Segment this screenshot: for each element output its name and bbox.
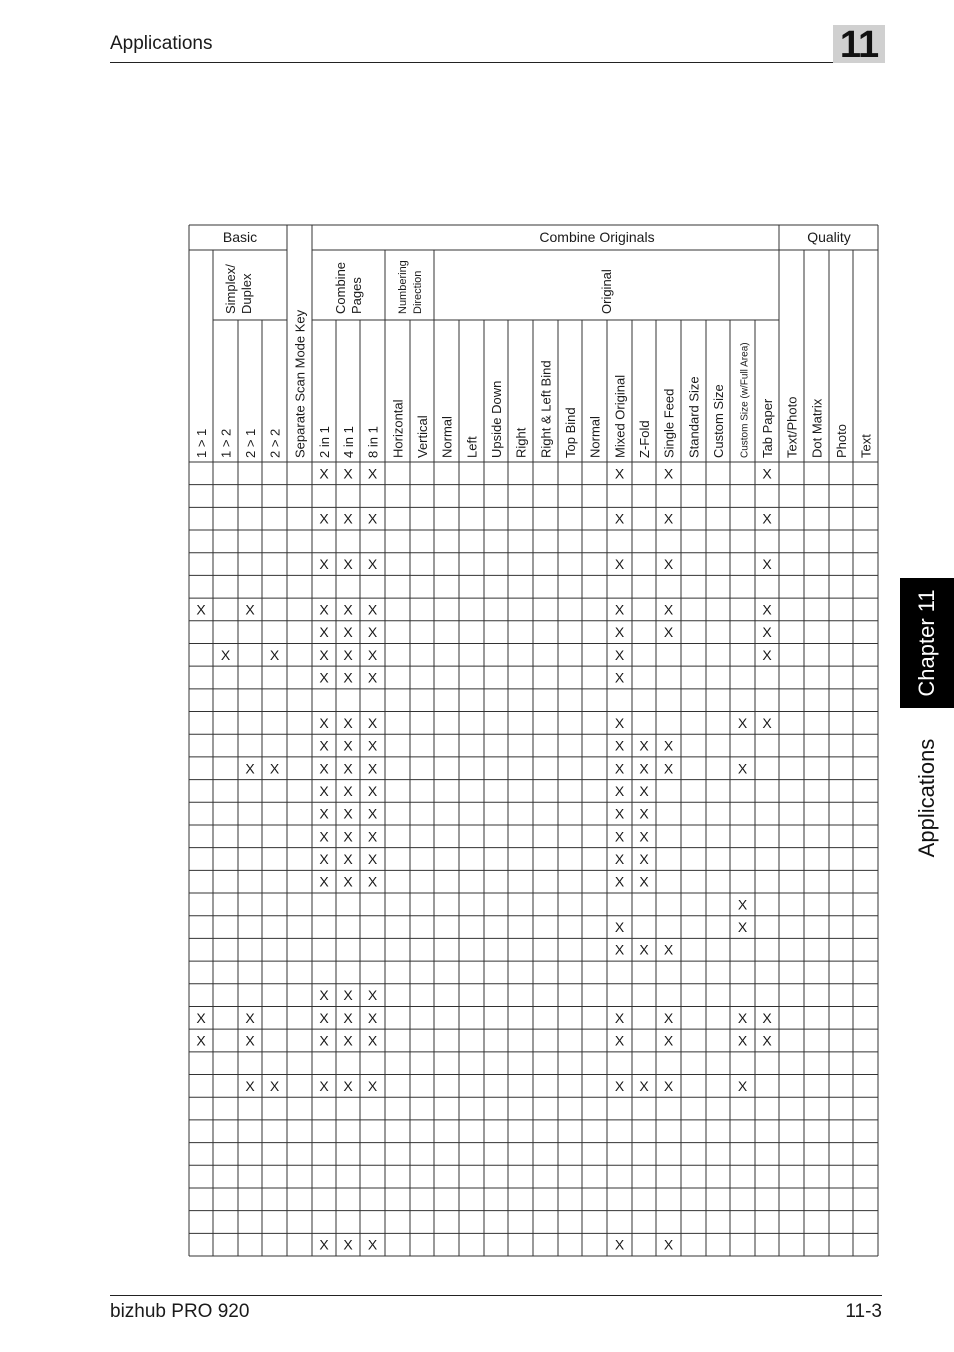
cell-mark-r24-c23: X xyxy=(762,1009,772,1026)
column-header-15: Top Bind xyxy=(563,407,578,458)
cell-mark-r21-c19: X xyxy=(663,941,674,958)
cell-mark-r2-c17: X xyxy=(614,510,625,527)
column-header-10: Normal xyxy=(439,416,455,458)
column-header-11: Left xyxy=(464,436,480,458)
cell-mark-r6-c17: X xyxy=(614,601,625,618)
column-header-23: Tab Paper xyxy=(760,398,775,458)
cell-mark-r23-c6: X xyxy=(343,987,353,1004)
cell-mark-r13-c3: X xyxy=(269,760,280,777)
cell-mark-r17-c7: X xyxy=(367,851,378,867)
cell-mark-r2-c19: X xyxy=(663,510,674,527)
group-quality-label: Quality xyxy=(807,229,851,245)
column-header-0: 1 > 1 xyxy=(194,428,209,458)
column-header-5: 2 in 1 xyxy=(317,426,332,458)
cell-mark-r15-c7: X xyxy=(367,805,378,822)
cell-mark-r13-c17: X xyxy=(614,760,625,777)
cell-mark-r25-c5: X xyxy=(319,1032,329,1049)
cell-mark-r4-c19: X xyxy=(663,556,674,573)
subgroup-combine-pages-label: Combine xyxy=(333,261,348,314)
cell-mark-r12-c17: X xyxy=(614,737,625,754)
subgroup-combine-pages-label-2: Pages xyxy=(349,277,364,314)
cell-mark-r4-c7: X xyxy=(367,556,378,573)
cell-mark-r13-c18: X xyxy=(639,760,649,777)
cell-mark-r16-c6: X xyxy=(343,828,353,845)
subgroup-simplex-duplex-label-2: Duplex xyxy=(239,273,254,314)
cell-mark-r11-c17: X xyxy=(614,714,625,731)
cell-mark-r0-c19: X xyxy=(663,465,674,482)
cell-mark-r14-c6: X xyxy=(343,782,353,799)
cell-mark-r9-c6: X xyxy=(343,669,353,686)
footer-rule xyxy=(110,1295,882,1296)
cell-mark-r11-c23: X xyxy=(762,714,772,731)
footer-product: bizhub PRO 920 xyxy=(110,1301,250,1322)
cell-mark-r24-c0: X xyxy=(196,1009,206,1026)
cell-mark-r34-c17: X xyxy=(614,1236,625,1253)
cell-mark-r20-c22: X xyxy=(737,919,748,936)
subgroup-numbering-direction-label: Numbering xyxy=(397,260,409,314)
cell-mark-r7-c19: X xyxy=(663,624,674,641)
cell-mark-r13-c22: X xyxy=(737,760,748,777)
cell-mark-r18-c17: X xyxy=(614,873,625,890)
cell-mark-r25-c23: X xyxy=(762,1032,772,1049)
cell-mark-r6-c5: X xyxy=(319,601,329,618)
cell-mark-r17-c6: X xyxy=(343,851,353,867)
cell-mark-r14-c17: X xyxy=(614,782,625,799)
cell-mark-r7-c7: X xyxy=(367,624,378,641)
cell-mark-r23-c7: X xyxy=(367,987,378,1004)
cell-mark-r27-c17: X xyxy=(614,1077,625,1094)
cell-mark-r8-c5: X xyxy=(319,646,329,663)
cell-mark-r9-c17: X xyxy=(614,669,625,686)
cell-mark-r20-c17: X xyxy=(614,919,625,936)
cell-mark-r17-c5: X xyxy=(319,851,329,867)
column-header-7: 8 in 1 xyxy=(365,426,381,458)
subgroup-original-label: Original xyxy=(599,269,614,314)
cell-mark-r25-c7: X xyxy=(367,1032,378,1049)
cell-mark-r0-c17: X xyxy=(614,465,625,482)
cell-mark-r34-c5: X xyxy=(319,1236,329,1253)
cell-mark-r24-c19: X xyxy=(663,1009,674,1026)
column-header-3: 2 > 2 xyxy=(267,428,283,458)
column-header-21: Custom Size xyxy=(711,384,726,458)
column-header-19: Single Feed xyxy=(661,388,677,458)
cell-mark-r18-c7: X xyxy=(367,873,378,890)
cell-mark-r11-c6: X xyxy=(343,714,353,731)
group-combine-originals-label: Combine Originals xyxy=(539,229,655,245)
cell-mark-r21-c18: X xyxy=(639,941,649,958)
cell-mark-r14-c5: X xyxy=(319,782,329,799)
cell-mark-r2-c23: X xyxy=(762,510,772,527)
cell-mark-r8-c6: X xyxy=(343,646,353,663)
cell-mark-r0-c7: X xyxy=(367,465,378,482)
column-header-13: Right xyxy=(513,427,529,458)
cell-mark-r24-c17: X xyxy=(614,1009,625,1026)
column-header-6: 4 in 1 xyxy=(341,426,356,458)
cell-mark-r27-c5: X xyxy=(319,1077,329,1094)
cell-mark-r11-c22: X xyxy=(737,714,748,731)
cell-mark-r8-c1: X xyxy=(220,646,231,663)
column-header-17: Mixed Original xyxy=(612,374,628,458)
cell-mark-r11-c5: X xyxy=(319,714,329,731)
cell-mark-r14-c18: X xyxy=(639,782,649,799)
cell-mark-r27-c7: X xyxy=(367,1077,378,1094)
cell-mark-r13-c6: X xyxy=(343,760,353,777)
cell-mark-r34-c6: X xyxy=(343,1236,353,1253)
cell-mark-r4-c23: X xyxy=(762,556,772,573)
cell-mark-r13-c19: X xyxy=(663,760,674,777)
cell-mark-r18-c6: X xyxy=(343,873,353,890)
cell-mark-r13-c2: X xyxy=(245,760,255,777)
cell-mark-r4-c5: X xyxy=(319,556,329,573)
column-header-8: Horizontal xyxy=(390,399,406,458)
cell-mark-r15-c6: X xyxy=(343,805,353,822)
column-header-12: Upside Down xyxy=(489,380,504,458)
cell-mark-r8-c3: X xyxy=(269,646,280,663)
column-header-20: Standard Size xyxy=(686,376,702,458)
section-side-tab-label: Applications xyxy=(914,738,939,858)
cell-mark-r8-c23: X xyxy=(762,646,772,663)
cell-mark-r0-c23: X xyxy=(762,465,772,482)
cell-mark-r6-c2: X xyxy=(245,601,255,618)
cell-mark-r16-c7: X xyxy=(367,828,378,845)
cell-mark-r14-c7: X xyxy=(367,782,378,799)
cell-mark-r0-c5: X xyxy=(319,465,329,482)
cell-mark-r16-c18: X xyxy=(639,828,649,845)
cell-mark-r13-c7: X xyxy=(367,760,378,777)
column-header-26: Photo xyxy=(834,424,849,458)
cell-mark-r8-c17: X xyxy=(614,646,625,663)
cell-mark-r27-c22: X xyxy=(737,1077,748,1094)
chapter-number-badge: 11 xyxy=(833,25,885,63)
cell-mark-r24-c6: X xyxy=(343,1009,353,1026)
column-header-24: Text/Photo xyxy=(784,396,800,458)
chapter-side-tab-label: Chapter 11 xyxy=(914,589,939,697)
cell-mark-r16-c5: X xyxy=(319,828,329,845)
cell-mark-r2-c5: X xyxy=(319,510,329,527)
column-header-22: Custom Size (w/Full Area) xyxy=(739,342,751,458)
cell-mark-r6-c6: X xyxy=(343,601,353,618)
cell-mark-r6-c0: X xyxy=(196,601,206,618)
column-header-2: 2 > 1 xyxy=(243,428,258,458)
cell-mark-r23-c5: X xyxy=(319,987,329,1004)
cell-mark-r6-c7: X xyxy=(367,601,378,618)
cell-mark-r34-c19: X xyxy=(663,1236,674,1253)
cell-mark-r25-c0: X xyxy=(196,1032,206,1049)
cell-mark-r12-c6: X xyxy=(343,737,353,754)
cell-mark-r4-c17: X xyxy=(614,556,625,573)
column-header-25: Dot Matrix xyxy=(809,398,825,458)
column-header-9: Vertical xyxy=(415,415,430,458)
cell-mark-r18-c5: X xyxy=(319,873,329,890)
cell-mark-r24-c2: X xyxy=(245,1009,255,1026)
column-header-18: Z-Fold xyxy=(637,420,652,458)
cell-mark-r18-c18: X xyxy=(639,873,649,890)
cell-mark-r2-c6: X xyxy=(343,510,353,527)
cell-mark-r6-c19: X xyxy=(663,601,674,618)
cell-mark-r12-c5: X xyxy=(319,737,329,754)
column-header-27: Text xyxy=(858,434,874,458)
cell-mark-r27-c3: X xyxy=(269,1077,280,1094)
cell-mark-r27-c6: X xyxy=(343,1077,353,1094)
cell-mark-r16-c17: X xyxy=(614,828,625,845)
cell-mark-r24-c5: X xyxy=(319,1009,329,1026)
cell-mark-r15-c18: X xyxy=(639,805,649,822)
cell-mark-r12-c19: X xyxy=(663,737,674,754)
cell-mark-r12-c7: X xyxy=(367,737,378,754)
subgroup-numbering-direction-label-2: Direction xyxy=(412,270,424,314)
cell-mark-r15-c5: X xyxy=(319,805,329,822)
column-header-14: Right & Left Bind xyxy=(538,360,554,458)
cell-mark-r17-c17: X xyxy=(614,851,625,867)
cell-mark-r0-c6: X xyxy=(343,465,353,482)
cell-mark-r17-c18: X xyxy=(639,851,649,867)
cell-mark-r2-c7: X xyxy=(367,510,378,527)
cell-mark-r25-c19: X xyxy=(663,1032,674,1049)
group-basic-label: Basic xyxy=(222,229,258,245)
cell-mark-r8-c7: X xyxy=(367,646,378,663)
header-title: Applications xyxy=(110,33,213,54)
cell-mark-r6-c23: X xyxy=(762,601,772,618)
cell-mark-r7-c23: X xyxy=(762,624,772,641)
cell-mark-r25-c2: X xyxy=(245,1032,255,1049)
cell-mark-r12-c18: X xyxy=(639,737,649,754)
cell-mark-r24-c7: X xyxy=(367,1009,378,1026)
cell-mark-r25-c22: X xyxy=(737,1032,748,1049)
cell-mark-r27-c2: X xyxy=(245,1077,255,1094)
cell-mark-r24-c22: X xyxy=(737,1009,748,1026)
cell-mark-r27-c19: X xyxy=(663,1077,674,1094)
cell-mark-r25-c6: X xyxy=(343,1032,353,1049)
cell-mark-r34-c7: X xyxy=(367,1236,378,1253)
cell-mark-r9-c7: X xyxy=(367,669,378,686)
cell-mark-r4-c6: X xyxy=(343,556,353,573)
cell-mark-r11-c7: X xyxy=(367,714,378,731)
cell-mark-r21-c17: X xyxy=(614,941,625,958)
cell-mark-r7-c6: X xyxy=(343,624,353,641)
cell-mark-r7-c17: X xyxy=(614,624,625,641)
column-header-4: Separate Scan Mode Key xyxy=(292,309,308,458)
cell-mark-r19-c22: X xyxy=(737,896,748,913)
footer-page-number: 11-3 xyxy=(845,1301,882,1322)
cell-mark-r13-c5: X xyxy=(319,760,329,777)
subgroup-simplex-duplex-label: Simplex/ xyxy=(223,264,238,314)
column-header-16: Normal xyxy=(587,416,603,458)
cell-mark-r7-c5: X xyxy=(319,624,329,641)
column-header-1: 1 > 2 xyxy=(218,428,234,458)
cell-mark-r9-c5: X xyxy=(319,669,329,686)
cell-mark-r15-c17: X xyxy=(614,805,625,822)
cell-mark-r25-c17: X xyxy=(614,1032,625,1049)
cell-mark-r27-c18: X xyxy=(639,1077,649,1094)
